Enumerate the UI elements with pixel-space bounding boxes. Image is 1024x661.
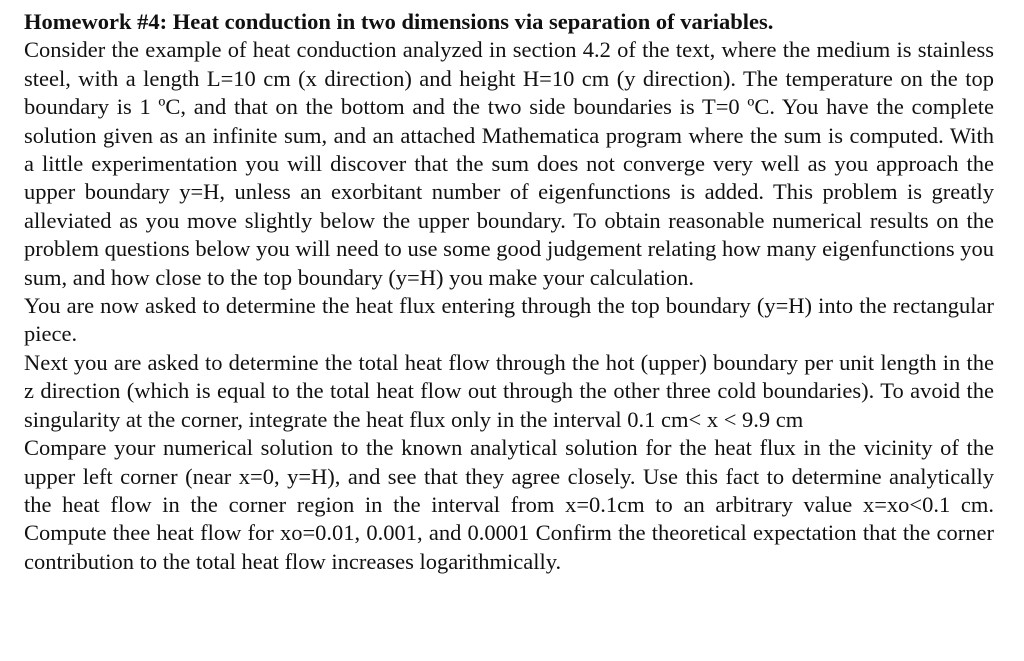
paragraph-heat-flux-question: You are now asked to determine the heat flux entering through the top boundary (y=H) into the rectangular piece. [24,293,994,347]
paragraph-problem-setup: Consider the example of heat conduction analyzed in section 4.2 of the text, where the medium is stainless steel, with a length L=10 cm (x direction) and height H=10 cm (y direction). The temperature on the top boundary is 1 ºC, and that on the bottom and the two side boundaries is T=0 ºC. You have the complete solution given as an infinite sum, and an attached Mathematica program where the sum is computed. With a little experimentation you will discover that the sum does not converge very well as you approach the upper boundary y=H, unless an exorbitant number of eigenfunctions is added. This problem is greatly alleviated as you move slightly below the upper boundary. To obtain reasonable numerical results on the problem questions below you will need to use some good judgement relating how many eigenfunctions you sum, and how close to the top boundary (y=H) you make your calculation. [24,37,994,290]
homework-title: Homework #4: Heat conduction in two dimensions via separation of variables. [24,9,774,34]
paragraph-total-heat-flow-question: Next you are asked to determine the total heat flow through the hot (upper) boundary per unit length in the z direction (which is equal to the total heat flow out through the other three cold boundaries). To avoid the singularity at the corner, integrate the heat flux only in the interval 0.1 cm< x < 9.9 cm [24,349,994,432]
homework-document [24,8,994,576]
paragraph-corner-analysis-question: Compare your numerical solution to the known analytical solution for the heat flux in the vicinity of the upper left corner (near x=0, y=H), and see that they agree closely. Use this fact to determine analytically the heat flow in the corner region in the interval from x=0.1cm to an arbitrary value x=xo<0.1 cm. Compute thee heat flow for xo=0.01, 0.001, and 0.0001 Confirm the theoretical expectation that the corner contribution to the total heat flow increases logarithmically. [24,435,994,574]
